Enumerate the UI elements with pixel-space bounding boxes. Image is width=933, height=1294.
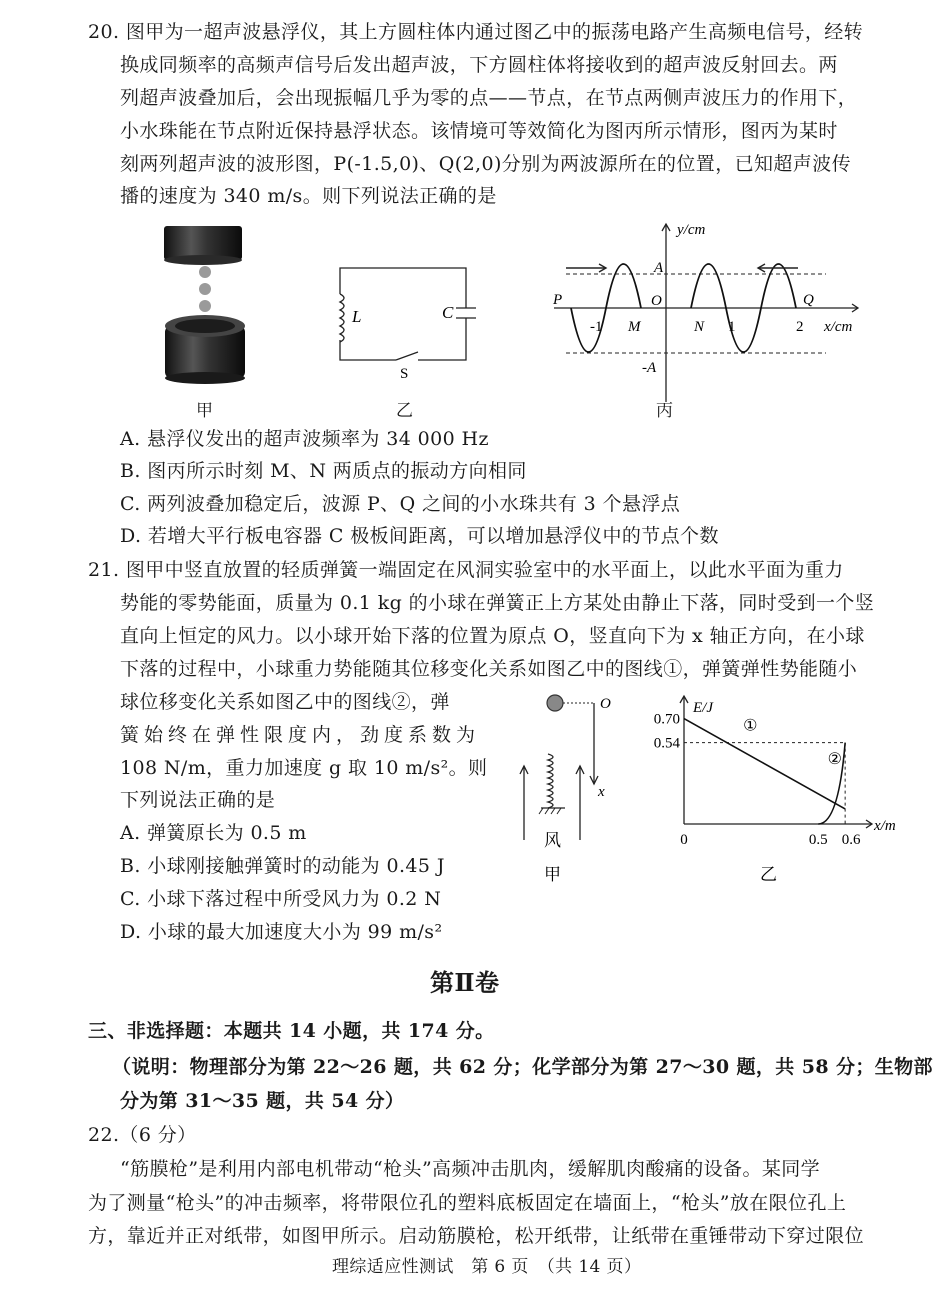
q21-side-line-1: 球位移变化关系如图乙中的图线②，弹: [120, 691, 450, 713]
source-q-label: Q: [803, 292, 814, 308]
caption-yi: 乙: [396, 401, 413, 421]
q21-line-4: 下落的过程中，小球重力势能随其位移变化关系如图乙中的图线①，弹簧弹性势能随小: [120, 658, 858, 680]
spring-figure: [508, 688, 628, 888]
ball: [547, 695, 563, 711]
upper-cylinder: [164, 226, 242, 260]
q20-line-5: 刻两列超声波的波形图，P(-1.5,0)、Q(2,0)分别为两波源所在的位置，已知超声波传: [120, 153, 851, 175]
xtick-0: 0: [680, 832, 688, 848]
q21-side-line-4: 下列说法正确的是: [120, 789, 276, 811]
q22-line-1: “筋膜枪”是利用内部电机带动“枪头”高频冲击肌肉，缓解肌肉酸痛的设备。某同学: [120, 1158, 821, 1180]
wind-label: 风: [544, 831, 561, 850]
q21-line-3: 直向上恒定的风力。以小球开始下落的位置为原点 O，竖直向下为 x 轴正方向，在小球: [120, 625, 865, 647]
switch-label: S: [400, 366, 409, 382]
chart-xlabel: x/m: [874, 818, 896, 834]
droplet: [199, 283, 211, 295]
chart-ylabel: E/J: [693, 700, 713, 716]
section-note-2: 分为第 31～35 题，共 54 分）: [120, 1090, 405, 1112]
q20-line-6: 播的速度为 340 m/s。则下列说法正确的是: [120, 185, 497, 207]
inductor-label: L: [352, 307, 362, 326]
q20-line-3: 列超声波叠加后，会出现振幅几乎为零的点——节点，在节点两侧声波压力的作用下，: [120, 87, 858, 109]
section-title: 第Ⅱ卷: [430, 968, 500, 997]
xtick-06: 0.6: [841, 832, 861, 848]
q20-line-1: 20. 图甲为一超声波悬浮仪，其上方圆柱体内通过图乙中的振荡电路产生高频电信号，经转: [88, 21, 864, 43]
series-line-1: [684, 719, 845, 809]
section-heading: 三、非选择题：本题共 14 小题，共 174 分。: [88, 1020, 495, 1042]
energy-chart: [640, 688, 912, 888]
page-footer: 理综适应性测试 第 6 页 （共 14 页）: [332, 1257, 642, 1277]
levitator-figure: [150, 218, 260, 396]
amplitude-label: A: [654, 260, 664, 276]
point-m-label: M: [628, 319, 641, 335]
q20-line-2: 换成同频率的高频声信号后发出超声波，下方圆柱体将接收到的超声波反射回去。两: [120, 54, 838, 76]
xtick-05: 0.5: [808, 832, 828, 848]
q21-option-b: B. 小球刚接触弹簧时的动能为 0.45 J: [120, 855, 445, 877]
q21-side-line-3: 108 N/m，重力加速度 g 取 10 m/s²。则: [120, 757, 488, 779]
neg-amplitude-label: -A: [642, 360, 657, 376]
q21-side-line-2: 簧始终在弹性限度内，劲度系数为: [120, 724, 481, 746]
series-label-2: ②: [827, 750, 843, 768]
wave-ylabel: y/cm: [677, 222, 706, 238]
q21-line-1: 21. 图甲中竖直放置的轻质弹簧一端固定在风洞实验室中的水平面上，以此水平面为重力: [88, 559, 844, 581]
point-n-label: N: [694, 319, 705, 335]
q21-option-d: D. 小球的最大加速度大小为 99 m/s²: [120, 921, 443, 943]
tick-2: 2: [796, 319, 804, 335]
droplet: [199, 300, 211, 312]
spring: [548, 754, 553, 808]
tick-1: 1: [728, 319, 736, 335]
caption-jia: 甲: [196, 401, 213, 421]
q21-option-a: A. 弹簧原长为 0.5 m: [120, 822, 307, 844]
droplet: [199, 266, 211, 278]
q20-line-4: 小水珠能在节点附近保持悬浮状态。该情境可等效简化为图丙所示情形，图丙为某时: [120, 120, 838, 142]
tick-neg1: -1: [590, 319, 603, 335]
q20-option-b: B. 图丙所示时刻 M、N 两质点的振动方向相同: [120, 460, 527, 482]
wave-figure: [536, 216, 876, 411]
caption-bing: 丙: [656, 401, 673, 421]
section-note-1: （说明：物理部分为第 22～26 题，共 62 分；化学部分为第 27～30 题，共 58 分；生物部: [112, 1056, 933, 1078]
origin-o-label: O: [600, 696, 611, 712]
x-axis-label: x: [598, 784, 605, 800]
q22-header: 22.（6 分）: [88, 1124, 197, 1146]
q20-option-d: D. 若增大平行板电容器 C 极板间距离，可以增加悬浮仪中的节点个数: [120, 525, 719, 547]
ytick-054: 0.54: [653, 735, 680, 752]
capacitor-label: C: [442, 303, 454, 322]
lc-circuit: [326, 260, 476, 382]
q22-line-3: 方，靠近并正对纸带，如图甲所示。启动筋膜枪，松开纸带，让纸带在重锤带动下穿过限位: [88, 1225, 865, 1247]
q20-option-a: A. 悬浮仪发出的超声波频率为 34 000 Hz: [120, 428, 489, 450]
series-label-1: ①: [743, 717, 758, 735]
q21-line-2: 势能的零势能面，质量为 0.1 kg 的小球在弹簧正上方某处由静止下落，同时受到一个竖: [120, 592, 875, 614]
origin-label: O: [651, 293, 662, 309]
q21-option-c: C. 小球下落过程中所受风力为 0.2 N: [120, 888, 442, 910]
caption-21-yi: 乙: [760, 865, 777, 884]
caption-21-jia: 甲: [544, 865, 561, 884]
source-p-label: P: [553, 292, 563, 308]
q22-line-2: 为了测量“枪头”的冲击频率，将带限位孔的塑料底板固定在墙面上，“枪头”放在限位孔上: [88, 1192, 847, 1214]
ytick-070: 0.70: [653, 711, 680, 728]
q20-option-c: C. 两列波叠加稳定后，波源 P、Q 之间的小水珠共有 3 个悬浮点: [120, 493, 681, 515]
wave-xlabel: x/cm: [824, 319, 853, 335]
